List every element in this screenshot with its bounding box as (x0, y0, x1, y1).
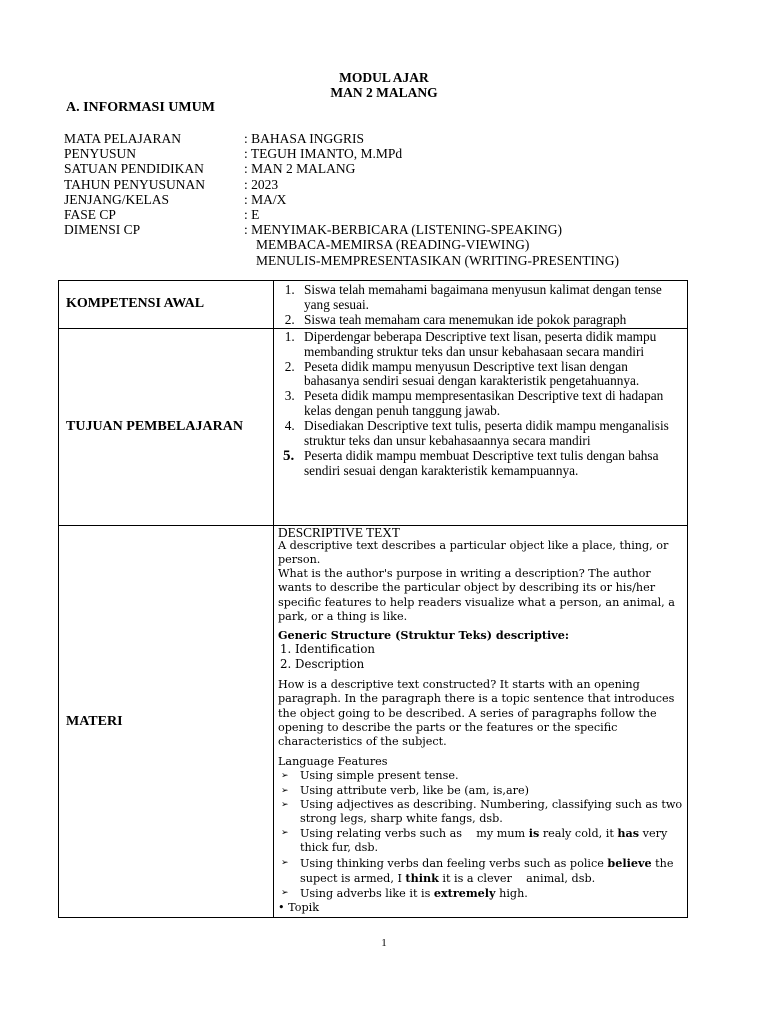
feature-text: very thick fur, dsb. (300, 827, 671, 855)
info-value: : MENYIMAK-BERBICARA (LISTENING-SPEAKING) (244, 222, 562, 238)
info-value: MENULIS-MEMPRESENTASIKAN (WRITING-PRESENTING) (256, 252, 620, 268)
info-value: : BAHASA INGGRIS (244, 131, 365, 146)
list-item: 1. Siswa telah memahami bagaimana menyusun kalimat dengan tense yang sesuai. (298, 283, 681, 313)
info-value: MEMBACA-MEMIRSA (READING-VIEWING) (256, 237, 530, 253)
topik-text: Topik (288, 901, 320, 915)
materi-content (274, 525, 688, 918)
feature-keyword: believe (607, 855, 652, 870)
materi-body (274, 526, 687, 918)
info-value: : TEGUH IMANTO, M.MPd (244, 146, 403, 162)
list-item: 1. Diperdengar beberapa Descriptive text lisan, peserta didik mampu membanding struktur teks dan unsur kebahasaan secara mandiri (298, 330, 681, 360)
list-item: 2. Peseta didik mampu menyusun Descriptive text lisan dengan bahasanya sendiri sesuai dengan karakteristik pengetahuannya. (298, 360, 681, 390)
feature-text: Using adjectives as describing. Numbering, classifying such as two strong legs, sharp white fangs, dsb. (300, 797, 683, 825)
info-value: : MA/X (244, 191, 287, 207)
feature-keyword: is (528, 826, 540, 841)
feature-text: Using attribute verb, like be (am, is,are) (300, 783, 529, 797)
feature-text: high. (495, 886, 528, 900)
module-table (58, 280, 688, 918)
tujuan-content (274, 328, 688, 525)
info-value: : 2023 (244, 176, 279, 192)
materi-intro: A descriptive text describes a particular object like a place, thing, or person. (278, 538, 669, 566)
list-item: 2. Siswa teah memaham cara menemukan ide pokok paragraph (298, 313, 681, 328)
info-key: DIMENSI CP (64, 222, 141, 238)
feature-text: Using relating verbs such as my mum (300, 827, 529, 841)
feature-item (278, 769, 683, 783)
list-item: 3. Peseta didik mampu mempresentasikan Descriptive text di hadapan kelas dengan penuh tanggung jawab. (298, 389, 681, 419)
feature-text: it is a clever animal, dsb. (438, 871, 596, 885)
structure-item: 2. Description (280, 657, 365, 672)
topik-item (278, 901, 683, 915)
list-item: 5. Peserta didik mampu membuat Descriptive text tulis dengan bahsa sendiri sesuai dengan karakteristik kemampuannya. (298, 449, 681, 479)
table-row-tujuan (59, 328, 688, 525)
feature-item (278, 826, 683, 855)
table-row-kompetensi (59, 281, 688, 329)
info-key: SATUAN PENDIDIKAN (64, 161, 204, 177)
tujuan-list (274, 330, 687, 479)
kompetensi-list (274, 283, 687, 328)
info-key: TAHUN PENYUSUNAN (64, 176, 206, 192)
feature-item (278, 784, 683, 798)
table-row-materi (59, 525, 688, 918)
materi-heading: DESCRIPTIVE TEXT (278, 524, 401, 540)
info-key: FASE CP (64, 206, 116, 222)
page-number: 1 (381, 937, 387, 949)
feature-text: Using thinking verbs dan feeling verbs such as police (300, 856, 608, 870)
kompetensi-label: KOMPETENSI AWAL (59, 281, 274, 329)
materi-label: MATERI (59, 525, 274, 918)
feature-text: realy cold, it (539, 827, 618, 841)
info-key: JENJANG/KELAS (64, 191, 170, 207)
document-title: MODUL AJAR (339, 70, 429, 85)
feature-text: Using simple present tense. (300, 769, 459, 783)
language-features-heading: Language Features (278, 755, 388, 769)
feature-item (278, 798, 683, 826)
info-value: : MAN 2 MALANG (244, 161, 356, 177)
school-name-title: MAN 2 MALANG (330, 85, 438, 100)
section-heading: A. INFORMASI UMUM (66, 100, 215, 115)
feature-item (278, 886, 683, 901)
materi-purpose: What is the author's purpose in writing a description? The author wants to describe the particular object by describing its or his/her specific features to help readers visualize what a person, an animal, a park, or a thing is like. (278, 567, 675, 623)
bullet-icon: • (278, 901, 289, 915)
feature-text: Using adverbs like it is (300, 886, 434, 900)
feature-item (278, 856, 683, 886)
structure-item: 1. Identification (280, 642, 376, 657)
generic-structure-heading: Generic Structure (Struktur Teks) descriptive: (278, 627, 570, 642)
info-value: : E (244, 206, 260, 222)
kompetensi-content (274, 281, 688, 329)
tujuan-label: TUJUAN PEMBELAJARAN (59, 328, 274, 525)
info-key: PENYUSUN (64, 146, 137, 162)
info-key: MATA PELAJARAN (64, 131, 182, 146)
feature-keyword: extremely (433, 885, 496, 900)
feature-keyword: has (617, 826, 640, 841)
feature-text: the supect is armed, I (300, 856, 678, 885)
language-features-list (278, 769, 683, 901)
feature-keyword: think (405, 870, 439, 885)
list-item: 4. Disediakan Descriptive text tulis, peserta didik mampu menganalisis struktur teks dan unsur kebahasaannya secara mandiri (298, 419, 681, 449)
construction-text: How is a descriptive text constructed? It starts with an opening paragraph. In the paragraph there is a topic sentence that introduces the object going to be described. A series of paragraphs follow the opening to describe the parts or the features or the specific characteristics of the subject. (278, 678, 675, 748)
